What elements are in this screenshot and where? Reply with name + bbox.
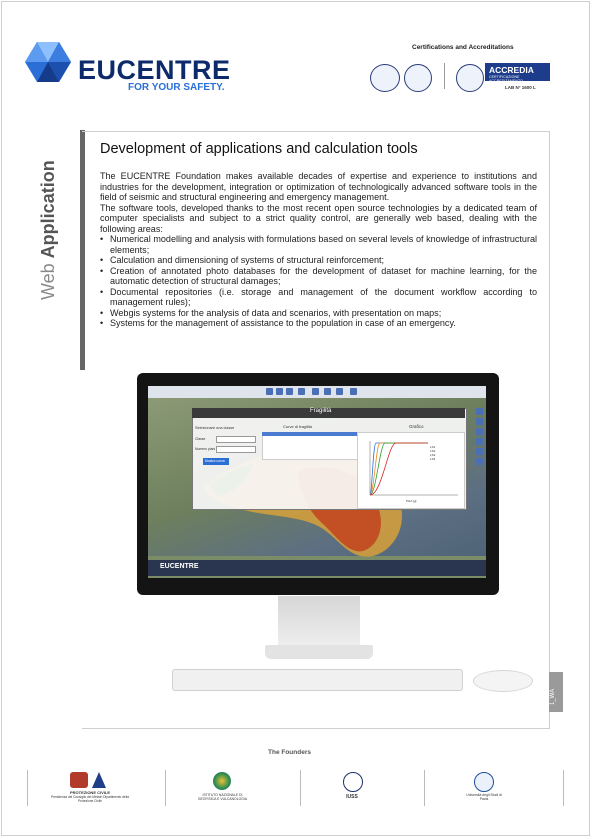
areas-list [100, 234, 537, 329]
select-class-title: Selezionare una classe [195, 426, 235, 430]
ingv-emblem-icon [213, 772, 231, 790]
class-select[interactable] [216, 436, 256, 443]
toolbar-chart-icon[interactable] [312, 388, 319, 395]
founder-2-label: ISTITUTO NAZIONALE DI GEOFISICA E VULCANOLOGIA [197, 793, 248, 801]
select-label-floors: Numero piani [195, 447, 216, 451]
iqnet-seal-icon [404, 64, 432, 92]
founders-divider [300, 770, 301, 806]
select-label-class: Classe [195, 437, 206, 441]
list-item: • Calculation and dimensioning of systems of structural reinforcement; [100, 255, 537, 266]
lab-code: LAB N° 1600 L [505, 85, 536, 90]
zoom-in-icon[interactable] [476, 408, 483, 415]
founders-divider [165, 770, 166, 806]
brand-name: EUCENTRE [78, 55, 231, 85]
founder-3-label: IUSS [346, 794, 358, 800]
legend-entry: LS3 [430, 453, 436, 457]
unipv-emblem-icon [474, 772, 494, 792]
founder-1-label: PROTEZIONE CIVILE [69, 790, 110, 795]
toolbar-map-icon[interactable] [286, 388, 293, 395]
fullscreen-icon[interactable] [476, 438, 483, 445]
eucentre-logo-icon [25, 42, 71, 82]
certifications-title: Certifications and Accreditations [412, 44, 514, 51]
list-item: • Creation of annotated photo databases for the development of dataset for machine learning, for the automatic detection of structural damages; [100, 266, 537, 287]
page-title: Development of applications and calculation tools [100, 141, 418, 157]
accredia-badge [485, 63, 550, 81]
protezione-civile-emblem-icon [70, 772, 88, 788]
monitor-stand [278, 596, 360, 646]
brand-tagline: FOR YOUR SAFETY. [128, 82, 225, 93]
legend-entry: LS1 [430, 445, 436, 449]
layers-icon[interactable] [476, 428, 483, 435]
dialog-title: Fragilità [310, 408, 332, 414]
measure-icon[interactable] [476, 448, 483, 455]
fragility-chart [357, 432, 465, 509]
toolbar-settings-icon[interactable] [324, 388, 331, 395]
floors-select[interactable] [216, 446, 256, 453]
toolbar-info-icon[interactable] [350, 388, 357, 395]
toolbar-home-icon[interactable] [266, 388, 273, 395]
fragility-curves [358, 433, 464, 508]
app-footer-logo: EUCENTRE [160, 563, 199, 570]
fragility-table-title: Curve di fragilità [283, 424, 312, 429]
accredia-subtitle: CERTIFICAZIONE ACCREDITAMENTO [489, 75, 523, 83]
monitor-foot [265, 645, 373, 659]
body-text [100, 171, 537, 329]
side-section-label [38, 160, 59, 300]
certification-seal-icon [370, 64, 400, 92]
founders-title: The Founders [268, 749, 311, 756]
accredia-name: ACCREDIA [489, 65, 534, 75]
iuss-emblem-icon [343, 772, 363, 792]
chart-x-label: PGA [g] [406, 499, 417, 503]
legend-entry: LS2 [430, 449, 436, 453]
page-tab-label: 1_WA [550, 688, 556, 705]
side-label-light: Web [38, 258, 58, 300]
chart-title: Grafico [409, 424, 424, 429]
founders-divider [563, 770, 564, 806]
fragility-table [262, 432, 359, 460]
founders-divider [27, 770, 28, 806]
show-curve-label: Mostra curva [205, 459, 225, 463]
founders-divider [424, 770, 425, 806]
list-item: • Numerical modelling and analysis with formulations based on several levels of knowledge of infrastructural elements; [100, 234, 537, 255]
list-item: • Webgis systems for the analysis of data and scenarios, with presentation on maps; [100, 308, 537, 319]
list-item: • Systems for the management of assistance to the population in case of an emergency. [100, 318, 537, 329]
keyboard-illustration [172, 669, 463, 691]
mouse-illustration [473, 670, 533, 692]
founder-1-sub: Presidenza del Consiglio dei Ministri Dipartimento della Protezione Civile [51, 795, 129, 803]
print-icon[interactable] [476, 458, 483, 465]
side-label-bold: Application [38, 160, 58, 259]
zoom-out-icon[interactable] [476, 418, 483, 425]
legend-entry: LS4 [430, 457, 436, 461]
toolbar-tools-icon[interactable] [298, 388, 305, 395]
lab-seal-icon [456, 64, 484, 92]
toolbar-user-icon[interactable] [336, 388, 343, 395]
founder-4-label: Università degli Studi di Pavia [466, 793, 502, 801]
paragraph-2: The software tools, developed thanks to the most recent open source technologies by a dedicated team of computer specialists and subject to a strict quality control, are generally web based, dealing with the following areas: [100, 202, 537, 234]
show-curve-button[interactable] [203, 458, 229, 465]
page-tab [549, 672, 563, 712]
paragraph-1: The EUCENTRE Foundation makes available decades of expertise and experience to institutions and industries for the development, integration or optimization of technologically advanced software tools in the field of seismic and structural engineering and emergency management. [100, 171, 537, 202]
fragility-table-header [262, 432, 357, 436]
list-item: • Documental repositories (i.e. storage and management of the document workflow according to management rules); [100, 287, 537, 308]
cert-divider [444, 63, 445, 89]
toolbar-layers-icon[interactable] [276, 388, 283, 395]
